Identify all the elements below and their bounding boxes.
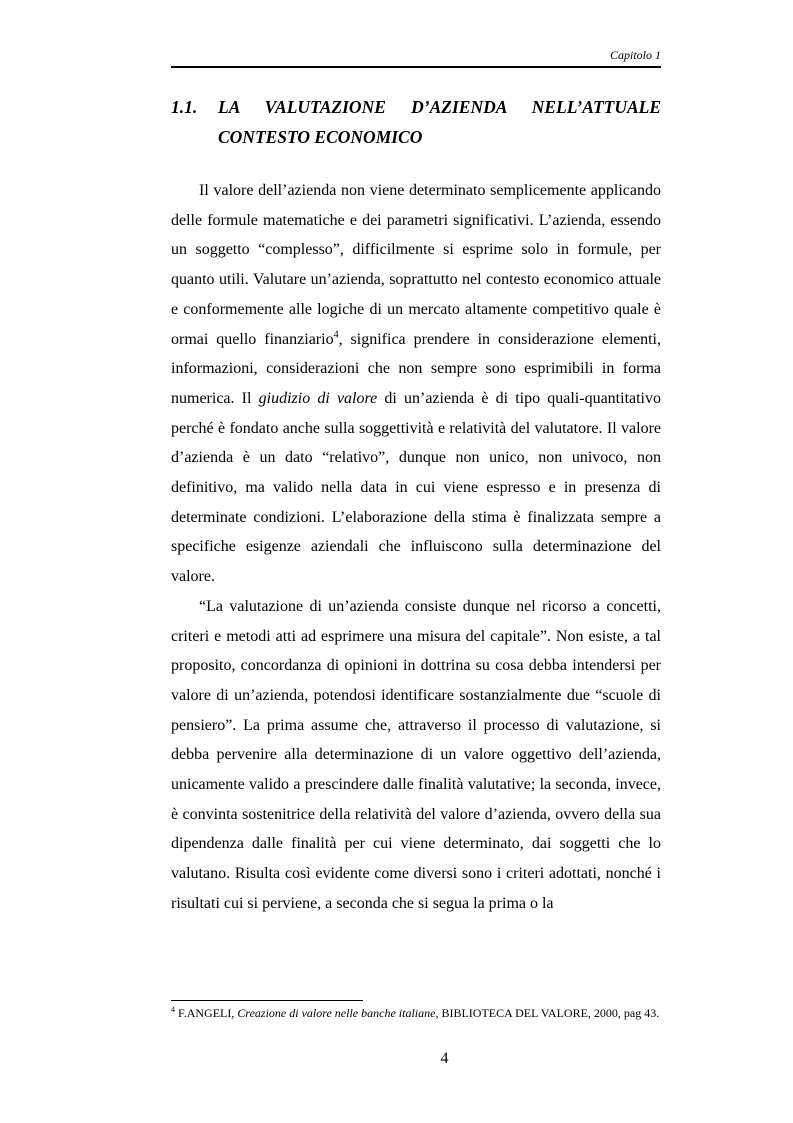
chapter-header: Capitolo 1 [609,48,661,62]
body-text [171,176,661,919]
paragraph-1-part-c: di un’azienda è di tipo quali-quantitativo perché è fondato anche sulla soggettività e relatività del valutatore. Il valore d’azienda è un dato “relativo”, dunque non unico, non univoco, non definitivo, ma valido nella data in cui viene espresso e in presenza di determinate condizioni. L’elaborazione della stima è finalizzata sempre a specifiche esigenze aziendali che influiscono sulla determinazione del valore. [171,389,662,586]
emphasis-giudizio-di-valore: giudizio di valore [258,389,378,407]
page-number-row [0,1050,793,1068]
footnote-marker: 4 [171,1005,175,1014]
paragraph-2: “La valutazione di un’azienda consiste dunque nel ricorso a concetti, criteri e metodi atti ad esprimere una misura del capitale”. Non esiste, a tal proposito, concordanza di opinioni in dottrina su cosa debba intendersi per valore di un’azienda, potendosi identificare sostanzialmente due “scuole di pensiero”. La prima assume che, attraverso il processo di valutazione, si debba pervenire alla determinazione di un valore oggettivo dell’azienda, unicamente valido a prescindere dalle finalità valutative; la seconda, invece, è convinta sostenitrice della relatività del valore d’azienda, ovvero della sua dipendenza dalle finalità per cui viene determinato, dai soggetti che lo valutano. Risulta così evidente come diversi sono i criteri adottati, nonché i risultati cui si perviene, a seconda che si segua la prima o la [171,597,661,912]
footnote-author: F.ANGELI, [175,1006,238,1020]
header-rule [171,66,661,68]
footnote-title: Creazione di valore nelle banche italiane, [237,1006,439,1020]
footnote-separator [171,1000,363,1001]
paragraph-1-part-b: , significa prendere in considerazione elementi, informazioni, considerazioni che non sempre sono esprimibili in forma numerica. Il [171,330,662,407]
section-number: 1.1. [171,97,198,117]
footnote-rest: BIBLIOTECA DEL VALORE, 2000, pag 43. [438,1006,660,1020]
paragraph-1-part-a: Il valore dell’azienda non viene determinato semplicemente applicando delle formule matematiche e dei parametri significativi. L’azienda, essendo un soggetto “complesso”, difficilmente si esprime solo in formule, per quanto utili. Valutare un’azienda, soprattutto nel contesto economico attuale e conformemente alle logiche di un mercato altamente competitivo quale è ormai quello finanziario [171,182,661,348]
footnote-reference: 4 [333,329,339,341]
section-title: LA VALUTAZIONE D’AZIENDA NELL’ATTUALE CONTESTO ECONOMICO [218,97,661,147]
page-number: 4 [440,1050,449,1067]
section-heading [171,92,661,152]
paragraph-1 [171,176,661,592]
footnote [171,1005,661,1021]
